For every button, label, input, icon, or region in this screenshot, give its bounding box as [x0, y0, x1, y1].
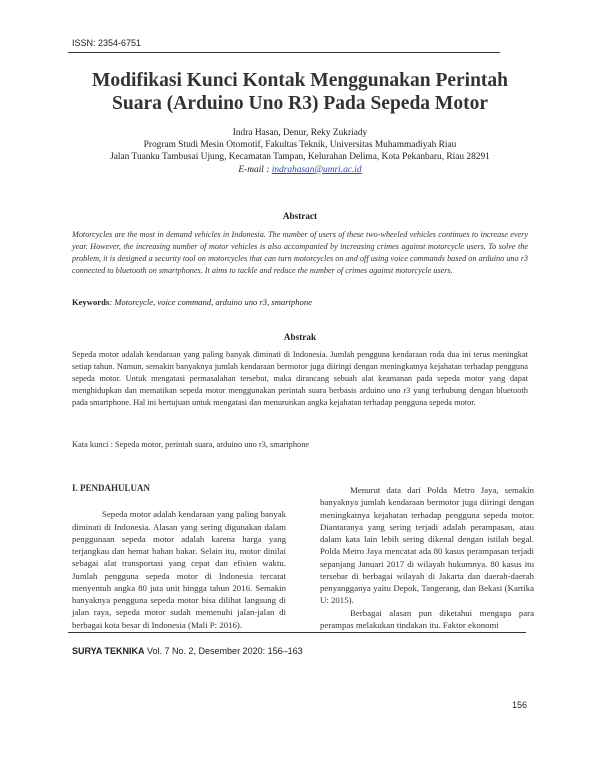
body-paragraph: Berbagai alasan pun diketahui mengapa para perampas melakukan tindakan itu. Faktor ekonomi — [320, 607, 534, 630]
author-address: Jalan Tuanku Tambusai Ujung, Kecamatan Tampan, Kelurahan Delima, Kota Pekanbaru, Riau 28291 — [110, 152, 490, 163]
email-label: E-mail : — [238, 164, 272, 175]
author-affiliation: Program Studi Mesin Otomotif, Fakultas Teknik, Universitas Muhammadiyah Riau — [143, 140, 457, 151]
keywords-value: : Motorcycle, voice command, arduino uno r3, smartphone — [109, 297, 312, 307]
journal-citation — [72, 646, 303, 656]
title-line-2: Suara (Arduino Uno R3) Pada Sepeda Motor — [112, 93, 488, 114]
page-number: 156 — [512, 700, 528, 710]
author-email-line — [40, 164, 560, 176]
body-column-right — [320, 484, 534, 631]
author-block — [40, 127, 560, 176]
body-column-left — [72, 482, 286, 631]
keywords-line — [72, 297, 528, 307]
title-line-1: Modifikasi Kunci Kontak Menggunakan Perintah — [91, 70, 509, 91]
body-paragraph: Sepeda motor adalah kendaraan yang paling banyak diminati di Indonesia. Alasan yang sering digunakan dalam penggunaan sepeda motor adalah karena harga yang terjangkau dan hemat bahan bakar. Selain itu, motor dinilai sebagai alat transportasi yang cepat dan efisien waktu. Jumlah pengguna sepeda motor di Indonesia tercatat menyentuh angka 80 juta unit hingga tahun 2016. Semakin banyaknya pengguna sepeda motor bisa dilihat langsung di jalan raya, sepeda motor sudah memenuhi jalan-jalan di berbagai kota besar di Indonesia (Mali P: 2016). — [72, 509, 286, 630]
body-paragraph: Menurut data dari Polda Metro Jaya, semakin banyaknya jumlah kendaraan bermotor juga diiringi dengan meningkatnya kejahatan terhadap pengguna sepeda motor. Diantaranya yang sering terjadi adalah perampasan, atau dalam kata lain lebih sering dikenal dengan istilah begal. Polda Metro Jaya mencatat ada 80 kasus perampasan terjadi sepanjang Januari 2017 di wilayah hukumnya. 80 kasus itu tersebar di berbagai wilayah di Jakarta dan daerah-daerah penyangganya yaitu Depok, Tangerang, dan Bekasi (Kartika U: 2015). — [320, 485, 534, 606]
section-heading-pendahuluan: I. PENDAHULUAN — [72, 483, 151, 493]
kata-kunci-line: Kata kunci : Sepeda motor, perintah suara, arduino uno r3, smartphone — [72, 440, 310, 449]
paper-title — [60, 69, 540, 115]
footer-divider — [68, 632, 526, 633]
journal-volume: Vol. 7 No. 2, Desember 2020: 156–163 — [144, 646, 303, 656]
journal-name: SURYA TEKNIKA — [72, 646, 145, 656]
abstract-heading: Abstract — [282, 211, 318, 221]
email-link[interactable]: indrahasan@umri.ac.id — [271, 164, 362, 175]
abstrak-heading: Abstrak — [283, 332, 317, 342]
author-names: Indra Hasan, Denur, Reky Zukriady — [232, 128, 368, 138]
abstrak-text: Sepeda motor adalah kendaraan yang paling banyak diminati di Indonesia. Jumlah pengguna kendaraan roda dua ini terus meningkat setiap tahun. Namun, semakin banyaknya jumlah kendaraan bermotor juga diiringi dengan meningkatnya kejahatan terhadap pengguna sepeda motor. Untuk mengatasi permasalahan tersebut, maka dirancang sebuah alat keamanan pada sepeda motor yang dapat menghidupkan dan mematikan sepeda motor menggunakan perintah suara berbasis arduino uno r3 yang terhubung dengan bluetooth pada smartphone. Hal ini bertujuan untuk mengatasi dan menurunkan angka kejahatan terhadap pengguna sepeda motor. — [72, 350, 528, 408]
issn-label: ISSN: 2354-6751 — [72, 38, 142, 48]
keywords-label: Keywords — [72, 297, 110, 307]
header-divider — [68, 52, 500, 53]
abstract-text: Motorcycles are the most in demand vehicles in Indonesia. The number of users of these two-wheeled vehicles continues to increase every year. However, the increasing number of motor vehicles is also accompanied by increasing crimes against motorcycle users. To solve the problem, it is designed a security tool on motorcycles that can turn motorcycles on and off using voice commands based on arduino uno r3 connected to bluetooth on smartphones. It aims to tackle and reduce the number of crimes against motorcycle users. — [72, 230, 528, 276]
